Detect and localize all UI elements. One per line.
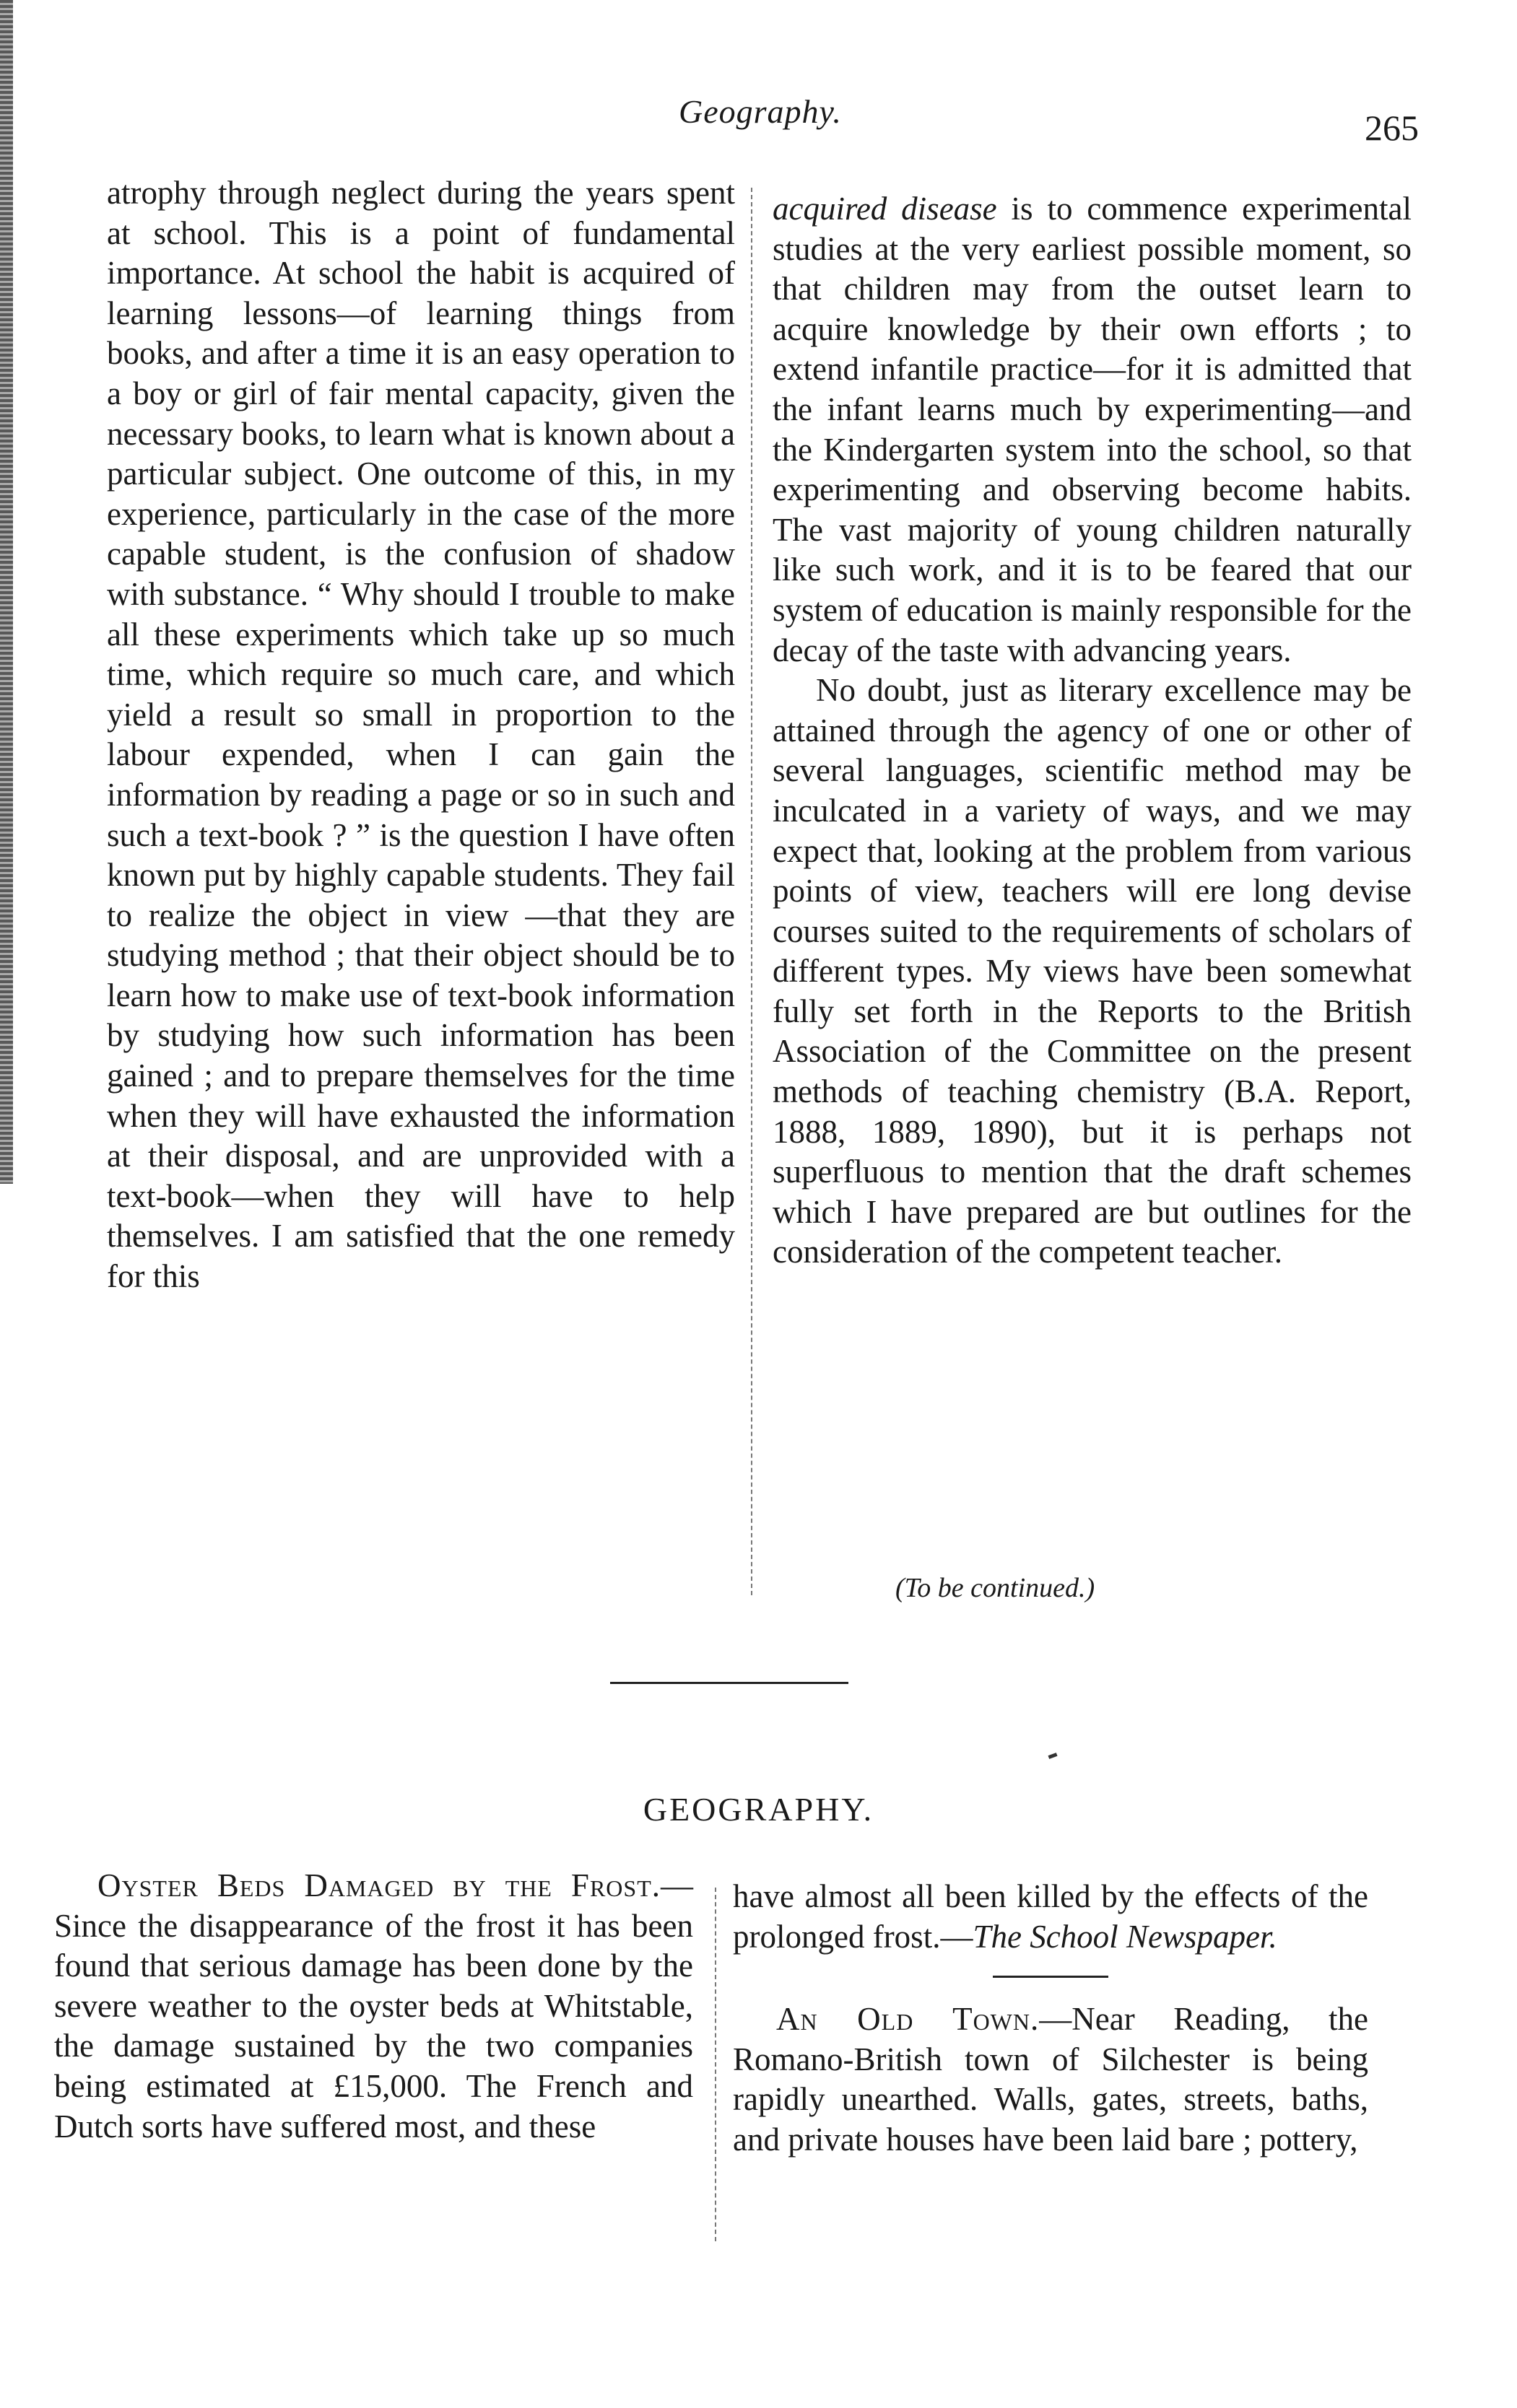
article-right-paragraph-2: No doubt, just as literary excellence may be attained through the agency of one or other of several languages, scientific method may be inculcated in a variety of ways, and we may expect that, looking at the problem from various points of view, teachers will ere long devise courses suited to the requirements of scholars of different types. My views have been somewhat fully set forth in the Reports to the British Association of the Committee on the present methods of teaching chemistry (B.A. Report, 1888, 1889, 1890), but it is perhaps not superfluous to mention that the draft schemes which I have prepared are but outlines for the consideration of the competent teacher. xyxy=(773,672,1412,1270)
old-town-paragraph xyxy=(733,1999,1368,2160)
ink-speck xyxy=(1048,1753,1058,1759)
running-head xyxy=(0,92,1517,150)
running-title: Geography. xyxy=(679,93,842,130)
old-town-title: An Old Town. xyxy=(776,2001,1040,2038)
article-right-column xyxy=(773,189,1412,1273)
acquired-disease-phrase: acquired disease xyxy=(773,191,997,227)
oyster-beds-source: The School Newspaper. xyxy=(973,1918,1277,1955)
column-divider-lower xyxy=(715,1888,716,2241)
article-right-paragraph-1-text: is to commence experimental studies at the very earliest possible moment, so that children may from the outset learn to acquire knowledge by their own efforts ; to extend infantile practice—for it is admitted that the infant learns much by experimenting—and the Kindergarten system into the school, so that experimenting and observing become habits. The vast majority of young children naturally like such work, and it is to be feared that our system of education is mainly responsible for the decay of the taste with advancing years. xyxy=(773,191,1412,668)
to-be-continued-note: (To be continued.) xyxy=(895,1573,1095,1603)
page-number: 265 xyxy=(1365,108,1419,148)
old-town-text: —Near Reading, the Romano-British town of Silchester is being rapidly unearthed. Walls, gates, streets, baths, and private houses have been laid bare ; pottery, xyxy=(733,2001,1369,2158)
section-heading: GEOGRAPHY. xyxy=(643,1791,874,1828)
oyster-beds-continuation-text: have almost all been killed by the effects of the prolonged frost.— xyxy=(733,1878,1368,1955)
binding-edge xyxy=(0,0,13,1184)
item-separator-rule xyxy=(993,1976,1108,1978)
oyster-beds-paragraph xyxy=(54,1866,693,2147)
article-right-paragraph-1 xyxy=(773,189,1412,671)
geography-right-column xyxy=(733,1877,1368,2160)
oyster-beds-continuation xyxy=(733,1877,1368,1957)
article-left-paragraph: atrophy through neglect during the years spent at school. This is a point of fundamental importance. At school the habit is acquired of learning lessons—of learning things from books, and after a time it is an easy operation to a boy or girl of fair mental capacity, given the necessary books, to learn what is known about a particular subject. One outcome of this, in my experience, particularly in the case of the more capable student, is the confusion of shadow with substance. “ Why should I trouble to make all these experiments which take up so much time, which require so much care, and which yield a result so small in proportion to the labour expended, when I can gain the information by reading a page or so in such and such a text-book ? ” is the question I have often known put by highly capable students. They fail to realize the object in view —that they are studying method ; that their object should be to learn how to make use of text-book information by studying how such information has been gained ; and to prepare themselves for the time when they will have exhausted the information at their disposal, and are unprovided with a text-book—when they will have to help themselves. I am satisfied that the one remedy for this xyxy=(107,175,735,1295)
oyster-beds-text: —Since the disappearance of the frost it has been found that serious damage has been done by the severe weather to the oyster beds at Whitstable, the damage sustained by the two companies being estimated at £15,000. The French and Dutch sorts have suffered most, and these xyxy=(54,1867,693,2145)
oyster-beds-title: Oyster Beds Damaged by the Frost. xyxy=(97,1867,661,1903)
geography-left-column xyxy=(54,1866,693,2147)
article-left-column xyxy=(107,173,735,1297)
column-divider xyxy=(751,188,752,1595)
section-separator-rule xyxy=(610,1682,848,1684)
